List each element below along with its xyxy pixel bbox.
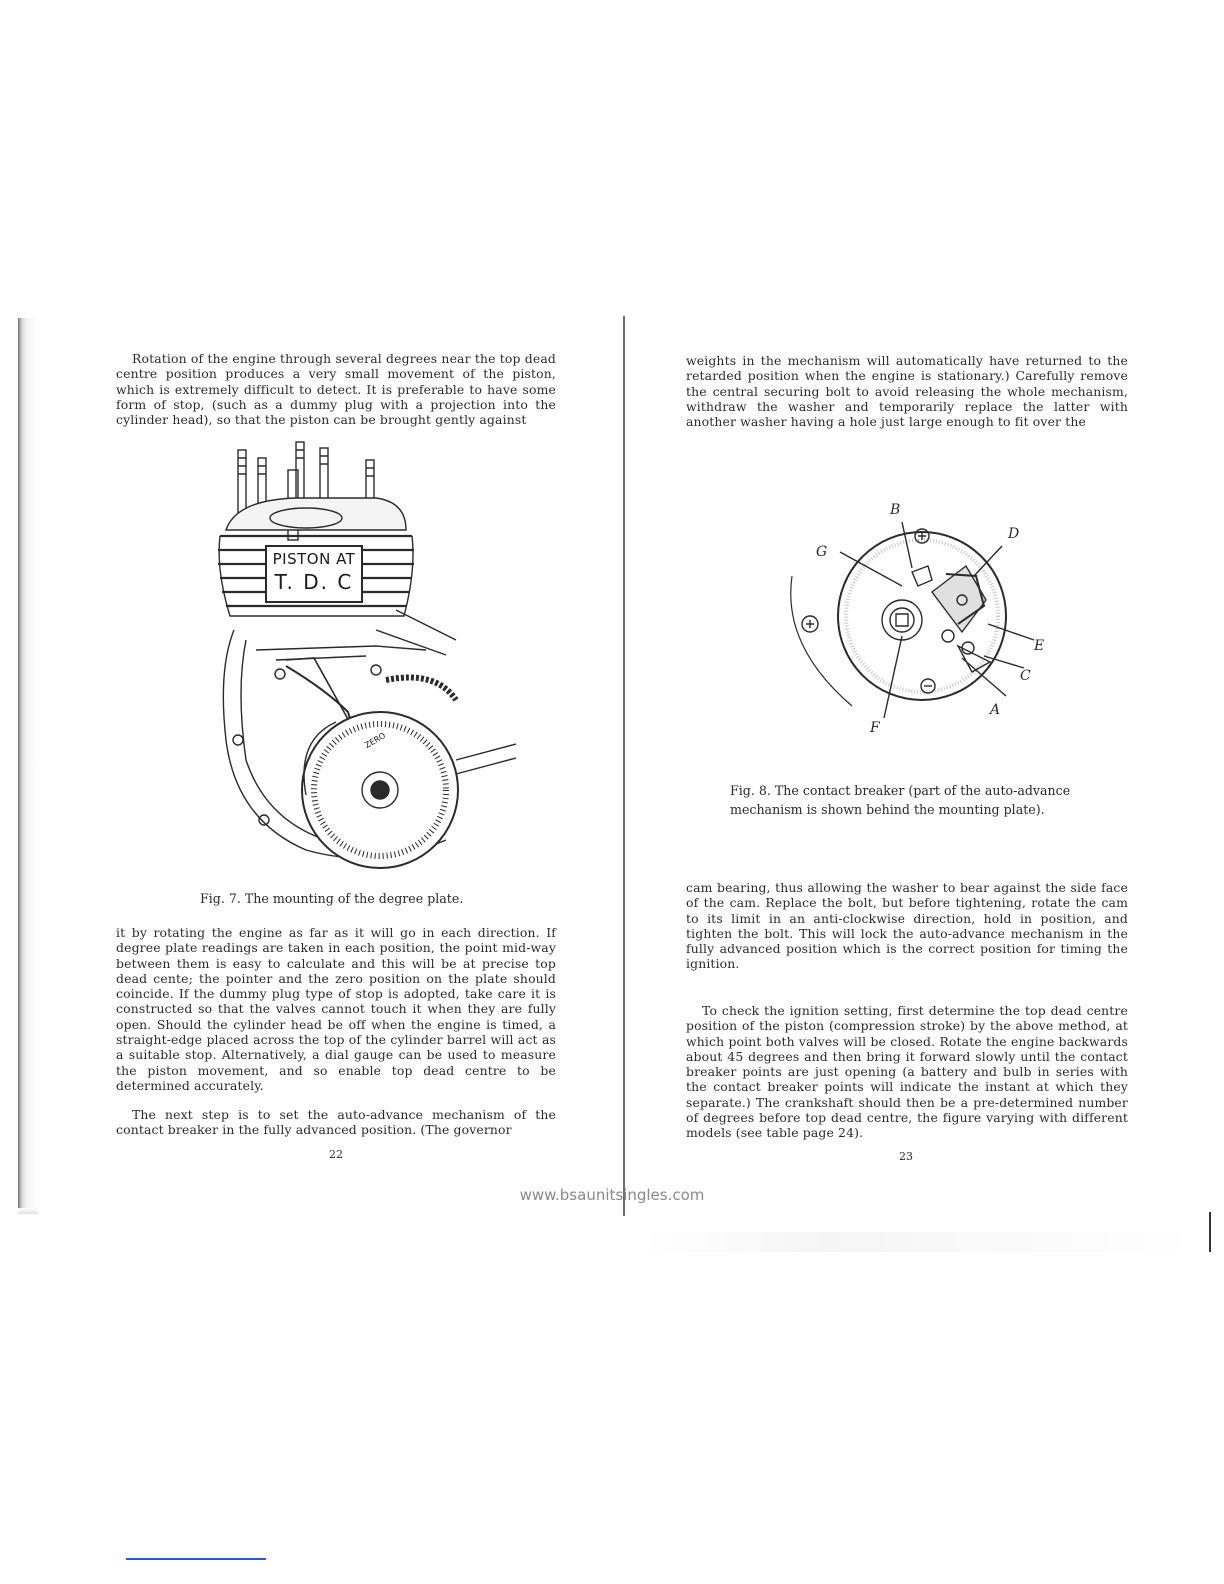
figure-8-caption: [730, 781, 1070, 819]
right-paragraph-bottom: To check the ignition setting, first determine the top dead centre position of the piston (compression stroke) by the above method, at which point both valves will be closed. Rotate the engine backwards about 45 degrees and then bring it forward slowly until the contact breaker points are just opening (a battery and bulb in series with the contact breaker points will indicate the instant at which they separate.) The crankshaft should then be a pre-determined number of degrees before top dead centre, the figure varying with different models (see table page 24).: [686, 1003, 1128, 1141]
label-line-2: T. D. C: [274, 570, 354, 594]
label-e: E: [1034, 638, 1045, 654]
left-page-number: 22: [329, 1148, 343, 1161]
figure-7-engine-illustration: [216, 440, 516, 880]
figure-8-caption-line-1: Fig. 8. The contact breaker (part of the auto-advance: [730, 783, 1071, 798]
label-a: A: [990, 702, 1001, 718]
figure-8-caption-line-2: mechanism is shown behind the mounting plate).: [730, 802, 1045, 817]
watermark-url[interactable]: www.bsaunitsingles.com: [519, 1186, 705, 1204]
label-c: C: [1020, 668, 1031, 684]
left-paragraph-bottom: The next step is to set the auto-advance mechanism of the contact breaker in the fully advanced position. (The governor: [116, 1107, 556, 1138]
figure-7-caption: Fig. 7. The mounting of the degree plate.: [200, 891, 464, 906]
label-d: D: [1008, 526, 1020, 542]
binding-edge: [18, 318, 38, 1214]
label-g: G: [816, 544, 828, 560]
left-paragraph-top: Rotation of the engine through several degrees near the top dead centre position produces a very small movement of the piston, which is extremely difficult to detect. It is preferable to have some form of stop, (such as a dummy plug with a projection into the cylinder head), so that the piston can be brought gently against: [116, 351, 556, 428]
label-b: B: [890, 502, 901, 518]
zero-mark-label: ZERO: [363, 731, 388, 750]
link-underline: [126, 1558, 266, 1560]
right-paragraph-mid: cam bearing, thus allowing the washer to bear against the side face of the cam. Replace the bolt, but before tightening, rotate the cam to its limit in an anti-clockwise direction, hold in position, and tighten the bolt. This will lock the auto-advance mechanism in the fully advanced position which is the correct position for timing the ignition.: [686, 880, 1128, 972]
label-line-1: PISTON AT: [272, 550, 356, 568]
scan-shadow: [640, 1232, 1200, 1252]
figure-8-contact-breaker-illustration: [762, 496, 1062, 746]
label-f: F: [870, 720, 880, 736]
piston-tdc-label: [268, 548, 360, 600]
left-paragraph-mid: it by rotating the engine as far as it will go in each direction. If degree plate readings are taken in each position, the point mid-way between them is easy to calculate and this will be at precise top dead cente; the pointer and the zero position on the plate should coincide. If the dummy plug type of stop is adopted, take care it is constructed so that the valves cannot touch it when they are fully open. Should the cylinder head be off when the engine is timed, a straight-edge placed across the top of the cylinder barrel will act as a suitable stop. Alternatively, a dial gauge can be used to measure the piston movement, and so enable top dead centre to be determined accurately.: [116, 925, 556, 1093]
page-gutter: [623, 316, 625, 1216]
page-edge: [1209, 1212, 1211, 1252]
right-paragraph-top: weights in the mechanism will automatically have returned to the retarded position when the engine is stationary.) Carefully remove the central securing bolt to avoid releasing the whole mechanism, withdraw the washer and temporarily replace the latter with another washer having a hole just large enough to fit over the: [686, 353, 1128, 430]
right-page-number: 23: [899, 1150, 913, 1163]
